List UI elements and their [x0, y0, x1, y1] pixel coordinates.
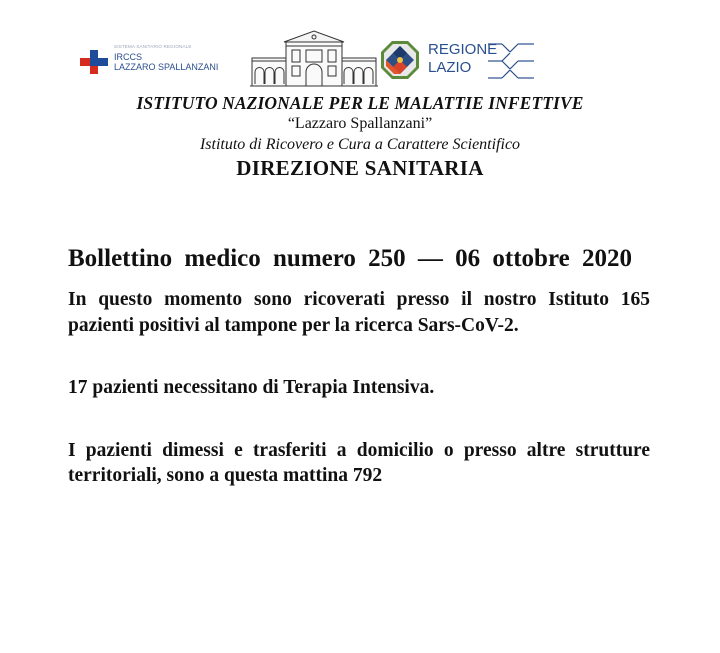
department-title: DIREZIONE SANITARIA	[236, 156, 484, 180]
bulletin-paragraph-discharged: I pazienti dimessi e trasferiti a domicilio o presso altre strutture territoriali, sono a questa mattina 792	[68, 439, 650, 486]
lazio-decorative-lines-icon	[488, 42, 534, 80]
bulletin-paragraph-intensive-care: 17 pazienti necessitano di Terapia Intensiva.	[68, 377, 435, 398]
institution-header	[0, 92, 720, 181]
medical-cross-icon	[80, 50, 108, 74]
regione-label: REGIONE	[428, 41, 498, 58]
institute-subtitle: Istituto di Ricovero e Cura a Carattere Scientifico	[199, 136, 521, 153]
regione-lazio-logo	[378, 38, 538, 84]
institute-quoted-name: “Lazzaro Spallanzani”	[287, 115, 433, 132]
bulletin-paragraph-hospitalized: In questo momento sono ricoverati presso il nostro Istituto 165 pazienti positivi al tampone per la ricerca Sars-CoV-2.	[68, 289, 650, 336]
bulletin-title: Bollettino medico numero 250 — 06 ottobre 2020	[68, 245, 632, 272]
institute-name: ISTITUTO NAZIONALE PER LE MALATTIE INFETTIVE	[136, 93, 584, 113]
medical-bulletin	[68, 242, 650, 489]
irccs-small-caption: SISTEMA SANITARIO REGIONALE	[114, 44, 192, 49]
logo-strip	[0, 0, 720, 95]
lazio-emblem-icon	[380, 40, 420, 80]
building-facade-icon	[250, 28, 378, 90]
lazio-label: LAZIO	[428, 59, 472, 76]
irccs-label: IRCCS	[114, 52, 143, 62]
irccs-spallanzani-logo	[78, 40, 248, 80]
spallanzani-label: LAZZARO SPALLANZANI	[114, 62, 219, 72]
